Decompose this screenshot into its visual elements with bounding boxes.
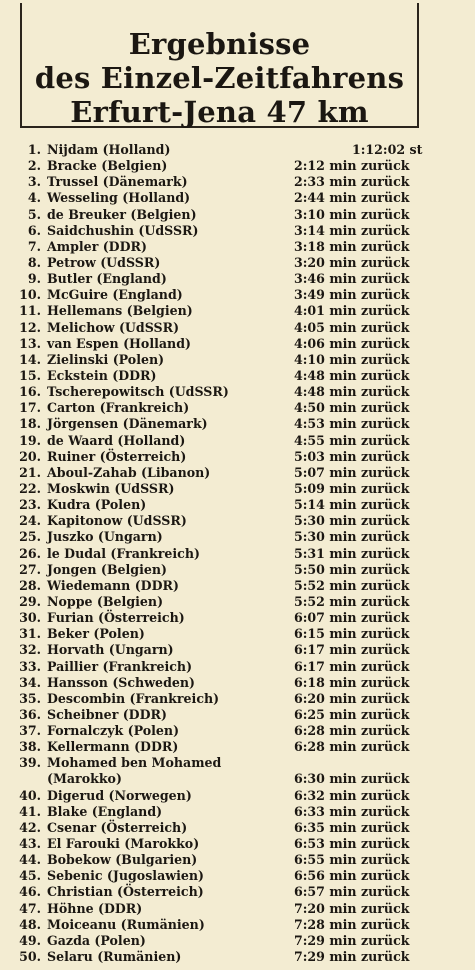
result-time: 4:01 min zurück — [294, 303, 410, 319]
result-rank: 3. — [27, 174, 41, 190]
result-row — [0, 336, 475, 352]
headline-line-3: Erfurt-Jena 47 km — [70, 95, 369, 129]
result-rider: Sebenic (Jugoslawien) — [47, 868, 204, 884]
result-row — [0, 578, 475, 594]
result-row — [0, 755, 475, 787]
result-rank: 8. — [27, 254, 41, 270]
result-rider: Moskwin (UdSSR) — [47, 480, 175, 496]
result-time: 4:48 min zurück — [294, 367, 410, 383]
result-time: 6:35 min zurück — [294, 819, 410, 835]
result-row — [0, 949, 475, 965]
result-rank: 21. — [19, 464, 41, 480]
result-row — [0, 884, 475, 900]
result-row — [0, 691, 475, 707]
result-time: 6:25 min zurück — [294, 706, 410, 722]
result-rank: 1. — [27, 142, 41, 157]
result-rider: Trussel (Dänemark) — [47, 174, 188, 190]
result-row — [0, 642, 475, 658]
result-rank: 45. — [19, 868, 41, 884]
result-row — [0, 400, 475, 416]
result-rank: 25. — [19, 529, 41, 545]
result-rank: 15. — [19, 367, 41, 383]
result-time: 6:28 min zurück — [294, 739, 410, 755]
result-time: 6:30 min zurück — [294, 771, 410, 787]
result-row — [0, 158, 475, 174]
result-rank: 13. — [19, 335, 41, 351]
result-row — [0, 820, 475, 836]
result-rank: 41. — [19, 803, 41, 819]
result-row — [0, 659, 475, 675]
result-rider: El Farouki (Marokko) — [47, 836, 200, 852]
result-row — [0, 901, 475, 917]
result-rank: 29. — [19, 593, 41, 609]
result-rider: Moiceanu (Rumänien) — [47, 916, 205, 932]
result-rank: 16. — [19, 384, 41, 400]
result-rider: Butler (England) — [47, 271, 167, 287]
result-rider: Digerud (Norwegen) — [47, 787, 192, 803]
result-rider: Mohamed ben Mohamed (Marokko) — [47, 755, 222, 787]
result-time: 6:56 min zurück — [294, 868, 410, 884]
result-row — [0, 223, 475, 239]
result-row — [0, 675, 475, 691]
result-time: 5:30 min zurück — [294, 529, 410, 545]
result-time: 5:30 min zurück — [294, 513, 410, 529]
result-row — [0, 610, 475, 626]
result-row — [0, 271, 475, 287]
result-time: 6:53 min zurück — [294, 836, 410, 852]
result-rider: Bobekow (Bulgarien) — [47, 852, 198, 868]
result-rider: Nijdam (Holland) — [47, 142, 171, 157]
result-rank: 23. — [19, 497, 41, 513]
result-row — [0, 465, 475, 481]
result-rank: 50. — [19, 949, 41, 965]
result-time: 5:31 min zurück — [294, 545, 410, 561]
result-rank: 24. — [19, 513, 41, 529]
result-row — [0, 433, 475, 449]
result-time: 6:28 min zurück — [294, 723, 410, 739]
result-time: 3:18 min zurück — [294, 238, 410, 254]
result-time: 2:33 min zurück — [294, 174, 410, 190]
result-rank: 14. — [19, 351, 41, 367]
result-rider: Ampler (DDR) — [47, 238, 147, 254]
result-rider: Saidchushin (UdSSR) — [47, 222, 199, 238]
result-rider: Christian (Österreich) — [47, 884, 204, 900]
result-time: 5:52 min zurück — [294, 577, 410, 593]
result-row — [0, 626, 475, 642]
result-rider: Jörgensen (Dänemark) — [47, 416, 208, 432]
result-row — [0, 287, 475, 303]
result-row — [0, 868, 475, 884]
result-rank: 36. — [19, 706, 41, 722]
result-rank: 48. — [19, 916, 41, 932]
result-time: 2:44 min zurück — [294, 190, 410, 206]
result-rank: 17. — [19, 400, 41, 416]
result-row — [0, 529, 475, 545]
result-rider: van Espen (Holland) — [47, 335, 191, 351]
result-rider: Csenar (Österreich) — [47, 819, 188, 835]
result-time: 7:29 min zurück — [294, 949, 410, 965]
result-row — [0, 320, 475, 336]
result-time: 6:17 min zurück — [294, 658, 410, 674]
result-rider: McGuire (England) — [47, 287, 183, 303]
result-row — [0, 384, 475, 400]
result-row — [0, 449, 475, 465]
result-row — [0, 562, 475, 578]
result-rank: 7. — [27, 238, 41, 254]
result-time: 7:29 min zurück — [294, 932, 410, 948]
result-time: 4:06 min zurück — [294, 335, 410, 351]
result-rider: Scheibner (DDR) — [47, 706, 167, 722]
result-rider: Horvath (Ungarn) — [47, 642, 174, 658]
result-rider: Beker (Polen) — [47, 626, 145, 642]
result-time: 4:55 min zurück — [294, 432, 410, 448]
result-time: 6:55 min zurück — [294, 852, 410, 868]
result-rider: de Waard (Holland) — [47, 432, 186, 448]
result-rider: Kapitonow (UdSSR) — [47, 513, 187, 529]
result-time: 6:33 min zurück — [294, 803, 410, 819]
result-row — [0, 174, 475, 190]
result-row — [0, 352, 475, 368]
result-rider: Selaru (Rumänien) — [47, 949, 182, 965]
result-rank: 30. — [19, 610, 41, 626]
result-rank: 9. — [27, 271, 41, 287]
result-rider: Kellermann (DDR) — [47, 739, 179, 755]
headline-box — [20, 3, 419, 128]
result-rank: 32. — [19, 642, 41, 658]
result-rank: 40. — [19, 787, 41, 803]
result-rank: 38. — [19, 739, 41, 755]
result-row — [0, 190, 475, 206]
result-row — [0, 917, 475, 933]
result-time: 5:09 min zurück — [294, 480, 410, 496]
result-rider: Petrow (UdSSR) — [47, 254, 161, 270]
results-list — [0, 142, 475, 965]
result-row — [0, 546, 475, 562]
result-time: 6:17 min zurück — [294, 642, 410, 658]
result-rider: Hansson (Schweden) — [47, 674, 196, 690]
result-time: 3:10 min zurück — [294, 206, 410, 222]
result-time: 7:28 min zurück — [294, 916, 410, 932]
result-time: 3:49 min zurück — [294, 287, 410, 303]
result-rank: 11. — [19, 303, 41, 319]
result-rank: 28. — [19, 577, 41, 593]
result-rider: Zielinski (Polen) — [47, 351, 165, 367]
result-row — [0, 255, 475, 271]
result-time: 5:03 min zurück — [294, 448, 410, 464]
result-rider: Melichow (UdSSR) — [47, 319, 180, 335]
result-rider: Kudra (Polen) — [47, 497, 147, 513]
result-time: 6:57 min zurück — [294, 884, 410, 900]
result-time: 4:05 min zurück — [294, 319, 410, 335]
result-time: 6:18 min zurück — [294, 674, 410, 690]
result-rank: 2. — [27, 158, 41, 174]
result-row — [0, 239, 475, 255]
headline-line-1: Ergebnisse — [128, 27, 311, 61]
result-time: 3:14 min zurück — [294, 222, 410, 238]
result-time: 4:10 min zurück — [294, 351, 410, 367]
result-rider: Carton (Frankreich) — [47, 400, 190, 416]
result-rank: 49. — [19, 932, 41, 948]
result-rider: Jongen (Belgien) — [47, 561, 167, 577]
result-rider: Blake (England) — [47, 803, 163, 819]
result-rider: de Breuker (Belgien) — [47, 206, 197, 222]
result-time: 6:32 min zurück — [294, 787, 410, 803]
result-rider: Paillier (Frankreich) — [47, 658, 193, 674]
headline-line-2: des Einzel-Zeitfahrens — [34, 61, 405, 95]
result-time: 5:50 min zurück — [294, 561, 410, 577]
result-rider: Fornalczyk (Polen) — [47, 723, 180, 739]
result-rank: 26. — [19, 545, 41, 561]
result-time: 4:50 min zurück — [294, 400, 410, 416]
result-rider: Wiedemann (DDR) — [47, 577, 179, 593]
result-row — [0, 804, 475, 820]
result-rank: 33. — [19, 658, 41, 674]
result-time: 6:15 min zurück — [294, 626, 410, 642]
result-row — [0, 481, 475, 497]
result-rank: 31. — [19, 626, 41, 642]
result-rider: Höhne (DDR) — [47, 900, 143, 916]
result-rank: 34. — [19, 674, 41, 690]
result-row — [0, 513, 475, 529]
result-time: 3:46 min zurück — [294, 271, 410, 287]
result-rider: le Dudal (Frankreich) — [47, 545, 200, 561]
result-row — [0, 852, 475, 868]
result-time: 5:14 min zurück — [294, 497, 410, 513]
result-time: 5:07 min zurück — [294, 464, 410, 480]
result-rank: 12. — [19, 319, 41, 335]
result-row — [0, 836, 475, 852]
result-time: 5:52 min zurück — [294, 593, 410, 609]
result-rank: 42. — [19, 819, 41, 835]
result-rider: Tscherepowitsch (UdSSR) — [47, 384, 229, 400]
result-row — [0, 594, 475, 610]
result-rank: 35. — [19, 690, 41, 706]
result-time: 6:07 min zurück — [294, 610, 410, 626]
result-time: 6:20 min zurück — [294, 690, 410, 706]
result-rider: Descombin (Frankreich) — [47, 690, 220, 706]
result-time: 3:20 min zurück — [294, 254, 410, 270]
result-rank: 22. — [19, 480, 41, 496]
result-row — [0, 933, 475, 949]
result-rider: Noppe (Belgien) — [47, 593, 164, 609]
result-rank: 20. — [19, 448, 41, 464]
result-time: 1:12:02 st — [352, 142, 423, 157]
result-time: 7:20 min zurück — [294, 900, 410, 916]
result-row — [0, 416, 475, 432]
result-rider: Hellemans (Belgien) — [47, 303, 193, 319]
result-row — [0, 497, 475, 513]
result-rank: 18. — [19, 416, 41, 432]
result-row — [0, 723, 475, 739]
result-rank: 4. — [27, 190, 41, 206]
result-rank: 37. — [19, 723, 41, 739]
result-row — [0, 303, 475, 319]
result-rider: Eckstein (DDR) — [47, 367, 157, 383]
result-rank: 39. — [19, 755, 41, 771]
result-time: 4:48 min zurück — [294, 384, 410, 400]
result-rank: 43. — [19, 836, 41, 852]
result-rank: 19. — [19, 432, 41, 448]
result-rider: Gazda (Polen) — [47, 932, 146, 948]
result-row — [0, 739, 475, 755]
result-rider: Juszko (Ungarn) — [47, 529, 163, 545]
result-rider: Aboul-Zahab (Libanon) — [47, 464, 211, 480]
result-rider: Furian (Österreich) — [47, 610, 185, 626]
result-time: 2:12 min zurück — [294, 158, 410, 174]
result-rider: Wesseling (Holland) — [47, 190, 191, 206]
result-rank: 46. — [19, 884, 41, 900]
result-rank: 27. — [19, 561, 41, 577]
result-row — [0, 788, 475, 804]
result-rank: 6. — [27, 222, 41, 238]
result-row — [0, 142, 475, 158]
result-time: 4:53 min zurück — [294, 416, 410, 432]
result-row — [0, 368, 475, 384]
result-rank: 44. — [19, 852, 41, 868]
result-rider: Ruiner (Österreich) — [47, 448, 187, 464]
result-row — [0, 207, 475, 223]
result-rank: 5. — [27, 206, 41, 222]
result-rank: 10. — [19, 287, 41, 303]
result-row — [0, 707, 475, 723]
result-rank: 47. — [19, 900, 41, 916]
result-rider: Bracke (Belgien) — [47, 158, 168, 174]
